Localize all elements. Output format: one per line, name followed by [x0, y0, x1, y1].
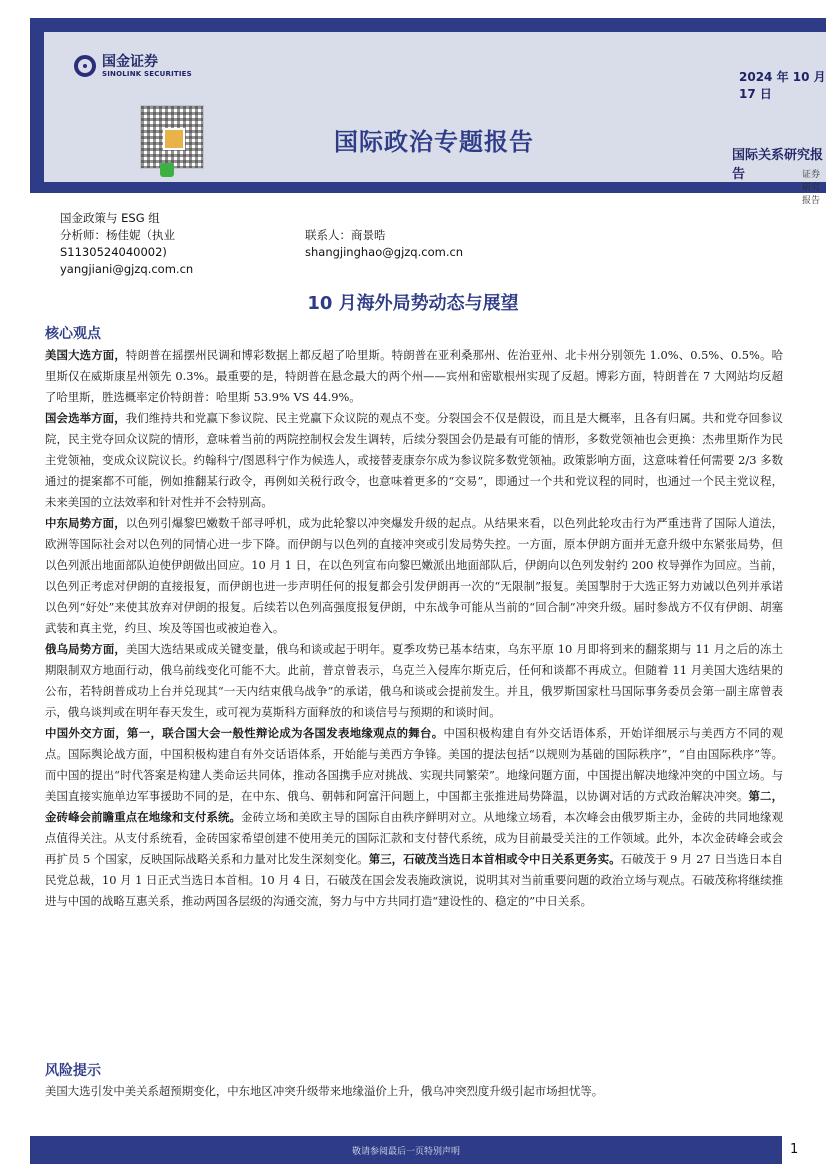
analyst-email[interactable]: yangjiani@gjzq.com.cn: [60, 262, 194, 276]
report-type-title: 国际政治专题报告: [334, 128, 534, 156]
contact-block: [305, 227, 463, 261]
qr-center-logo: [163, 128, 185, 150]
paragraph-middle-east: [45, 513, 783, 639]
report-subseries: 证券研究报告: [802, 170, 821, 206]
text-russia-ukraine: 美国大选结果或成关键变量，俄乌和谈或起于明年。夏季攻势已基本结束，乌东平原 10 月即将到来的翻浆期与 11 月之后的冻土期限制双方地面行动，俄乌前线变化可能不大。此前，普京曾表示，乌克兰入侵库尔斯克后，任何和谈都不再成立。但随着 11 月美国大选结果的公布，若特朗普成功上台并兑现其“一天内结束俄乌战争”的承诺，俄乌和谈或会提前发生。并且，俄罗斯国家杜马国际事务委员会第一副主席曾表示，俄乌谈判或在明年春天发生，或可视为莫斯科方面释放的和谈信号与预期的和谈时间。: [45, 642, 783, 719]
core-views-body: [45, 345, 783, 912]
lead-russia-ukraine: 俄乌局势方面，: [45, 642, 126, 656]
document-title: 10 月海外局势动态与展望: [307, 293, 519, 314]
text-china-diplomacy-3: 石破茂于 9 月 27 日当选日本自民党总裁，10 月 1 日正式当选日本首相。10 月 4 日，石破茂在国会发表施政演说，说明其对当前重要问题的政治立场与观点。石破茂称将继续推进与中国的战略互惠关系，推动两国各层级的沟通交流，努力与中方共同打造“建设性的、稳定的”中日关系。: [45, 852, 783, 908]
text-congress: 我们维持共和党赢下参议院、民主党赢下众议院的观点不变。分裂国会不仅是假设，而且是大概率，且各有归属。共和党夺回参议院，民主党夺回众议院的情形，意味着当前的两院控制权会发生调转，后续分裂国会仍是最有可能的情形，多数党领袖也会更换：杰弗里斯作为民主党领袖，变成众议院议长。约翰科宁/图恩科宁作为候选人，或接替麦康奈尔成为参议院多数党领袖。政策影响方面，这意味着任何需要 2/3 多数通过的提案都不可能，例如推翻某行政令，再例如关税行政令，也意味着更多的“交易”，即通过一个共和党议程的同时，也通过一个民主党议程，未来美国的立法效率和针对性并不会特别高。: [45, 411, 783, 509]
contact-email[interactable]: shangjinghao@gjzq.com.cn: [305, 245, 464, 259]
author-block: [60, 210, 193, 278]
risk-body: [45, 1081, 783, 1102]
risk-text: 美国大选引发中美关系超预期变化，中东地区冲突升级带来地缘溢价上升，俄乌冲突烈度升级引起市场担忧等。: [45, 1084, 604, 1098]
lead-middle-east: 中东局势方面，: [45, 516, 126, 530]
qr-code-icon: [140, 105, 204, 169]
research-group: 国金政策与 ESG 组: [60, 211, 160, 225]
text-china-diplomacy-1: 中国积极构建自有外交话语体系，开始详细展示与美西方不同的观点。国际舆论战方面，中国积极构建自有外交话语体系，开始能与美西方争锋。美国的提法包括“以规则为基础的国际秩序”，“自由国际秩序”等。而中国的提出“时代答案是构建人类命运共同体，推动各国携手应对挑战、实现共同繁荣”。地缘问题方面，中国提出解决地缘冲突的中国立场。与美国直接实施单边军事援助不同的是，在中东、俄乌、朝韩和阿富汗问题上，中国都主张推进局势降温，以协调对话的方式政治解决冲突。: [45, 726, 783, 803]
footer-bar: [30, 1136, 782, 1164]
footer-disclaimer[interactable]: 敬请参阅最后一页特别声明: [351, 1147, 460, 1157]
lead-japan: 第三，石破茂当选日本首相或令中日关系更务实。: [368, 852, 621, 866]
lead-china-diplomacy: 中国外交方面，第一，联合国大会一般性辩论成为各国发表地缘观点的舞台。: [45, 726, 444, 740]
header-panel: [44, 32, 826, 206]
text-middle-east: 以色列引爆黎巴嫩数千部寻呼机，成为此轮黎以冲突爆发升级的起点。从结果来看，以色列此轮攻击行为严重违背了国际人道法，欧洲等国际社会对以色列的同情心进一步下降。而伊朗与以色列的直接冲突或引发局势失控。一方面，原本伊朗方面并无意升级中东紧张局势，但以色列派出地面部队迫使伊朗做出回应。10 月 1 日，在以色列宣布向黎巴嫩派出地面部队后，伊朗向以色列发射约 200 枚导弹作为回应。当前，以色列正考虑对伊朗的直接报复，而伊朗也进一步声明任何的报复都会引发伊朗再一次的“无限制”报复。美国掣肘于大选正努力劝诫以色列并承诺以色列“好处”来使其放弃对伊朗的报复。后续若以色列高强度报复伊朗，中东战争可能从当前的“回合制”冲突升级。届时参战方不仅有伊朗、胡塞武装和真主党，约旦、埃及等国也或被迫卷入。: [45, 516, 783, 635]
core-views-heading: 核心观点: [45, 326, 101, 342]
brand-name-en: SINOLINK SECURITIES: [102, 70, 192, 78]
text-china-diplomacy-2: 金砖立场和美欧主导的国际自由秩序鲜明对立。从地缘立场看，本次峰会由俄罗斯主办，金砖的共同地缘观点值得关注。从支付系统看，金砖国家希望创建不使用美元的国际汇款和支付替代系统，成为目前最受关注的工作领域。此外，本次金砖峰会或会再扩员 5 个国家，反映国际战略关系和力量对比发生深刻变化。: [45, 810, 783, 866]
brand-logo: [74, 54, 192, 78]
text-us-election: 特朗普在摇摆州民调和博彩数据上都反超了哈里斯。特朗普在亚利桑那州、佐治亚州、北卡州分别领先 1.0%、0.5%、0.5%。哈里斯仅在威斯康星州领先 0.3%。最重要的是，特朗普在悬念最大的两个州——宾州和密歇根州实现了反超。博彩方面，特朗普在 7 大网站均反超了哈里斯，胜选概率定价特朗普：哈里斯 53.9% VS 44.9%。: [45, 348, 783, 404]
brand-name-cn: 国金证券: [102, 54, 158, 70]
report-header: [30, 18, 826, 206]
paragraph-china-diplomacy: [45, 723, 783, 912]
analyst-license: S1130524040002): [60, 245, 167, 259]
contact-name: 联系人：商景晧: [305, 228, 386, 242]
lead-us-election: 美国大选方面，: [45, 348, 126, 362]
report-series: 国际关系研究报告: [732, 148, 824, 182]
paragraph-us-election: [45, 345, 783, 408]
paragraph-congress: [45, 408, 783, 513]
wechat-icon: [160, 163, 174, 177]
paragraph-russia-ukraine: [45, 639, 783, 723]
report-date: 2024 年 10 月 17 日: [739, 70, 826, 101]
lead-congress: 国会选举方面，: [45, 411, 126, 425]
analyst-line: 分析师：杨佳妮（执业: [60, 228, 175, 242]
page-number: 1: [790, 1142, 799, 1157]
lead-brics: 第二，金砖峰会前瞻重点在地缘和支付系统。: [45, 789, 783, 824]
sinolink-logo-icon: [74, 55, 96, 77]
risk-heading: 风险提示: [45, 1063, 101, 1079]
